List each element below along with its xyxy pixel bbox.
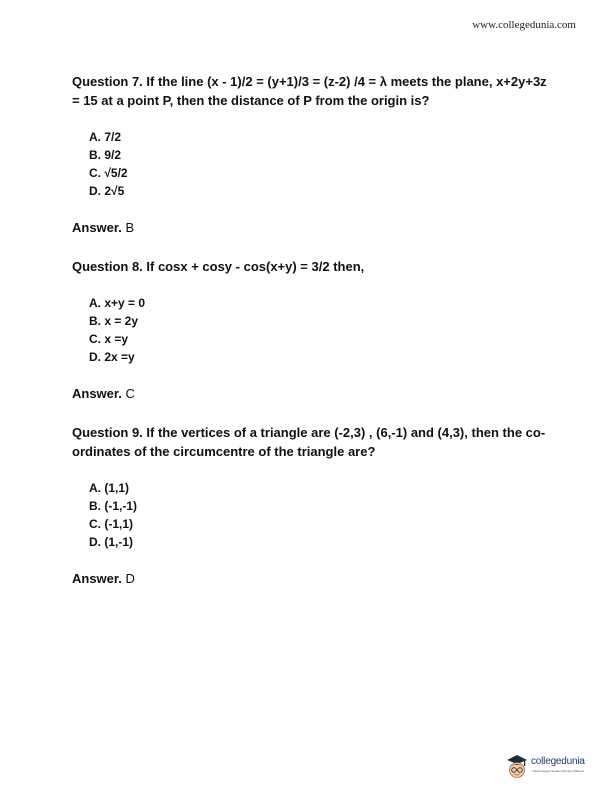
option-list bbox=[89, 294, 552, 366]
logo-name: collegedunia bbox=[531, 756, 585, 767]
collegedunia-logo bbox=[505, 752, 597, 782]
option-c: C. √5/2 bbox=[89, 166, 128, 180]
option-b: B. (-1,-1) bbox=[89, 499, 137, 513]
question-8 bbox=[72, 257, 552, 403]
option-d: D. 2x =y bbox=[89, 350, 135, 364]
option-b: B. x = 2y bbox=[89, 314, 139, 328]
answer bbox=[72, 569, 552, 588]
option-b: B. 9/2 bbox=[89, 148, 122, 162]
answer-value: D bbox=[121, 571, 135, 586]
answer-value: B bbox=[121, 220, 135, 235]
option-a: A. 7/2 bbox=[89, 130, 122, 144]
option-a: A. x+y = 0 bbox=[89, 296, 146, 310]
option-list bbox=[89, 479, 552, 551]
question-text: Question 7. If the line (x - 1)/2 = (y+1)/3 = (z-2) /4 = λ meets the plane, x+2y+3z = 15 at a point P, then the distance of P from the origin is? bbox=[72, 74, 547, 108]
question-list bbox=[72, 72, 552, 608]
logo-tagline: India's largest Student Review Platform bbox=[532, 769, 585, 773]
option-c: C. (-1,1) bbox=[89, 517, 134, 531]
option-list bbox=[89, 128, 552, 200]
question-text: Question 8. If cosx + cosy - cos(x+y) = 3/2 then, bbox=[72, 259, 365, 274]
option-d: D. (1,-1) bbox=[89, 535, 134, 549]
header-url: www.collegedunia.com bbox=[472, 19, 576, 31]
option-d: D. 2√5 bbox=[89, 184, 125, 198]
option-a: A. (1,1) bbox=[89, 481, 130, 495]
answer bbox=[72, 384, 552, 403]
question-text: Question 9. If the vertices of a triangle are (-2,3) , (6,-1) and (4,3), then the co-ordinates of the circumcentre of the triangle are? bbox=[72, 425, 546, 459]
answer-value: C bbox=[121, 386, 135, 401]
answer-label: Answer. bbox=[72, 386, 122, 401]
answer-label: Answer. bbox=[72, 571, 122, 586]
question-9 bbox=[72, 423, 552, 588]
question-7 bbox=[72, 72, 552, 237]
mascot-icon bbox=[505, 752, 529, 782]
option-c: C. x =y bbox=[89, 332, 129, 346]
answer bbox=[72, 218, 552, 237]
answer-label: Answer. bbox=[72, 220, 122, 235]
